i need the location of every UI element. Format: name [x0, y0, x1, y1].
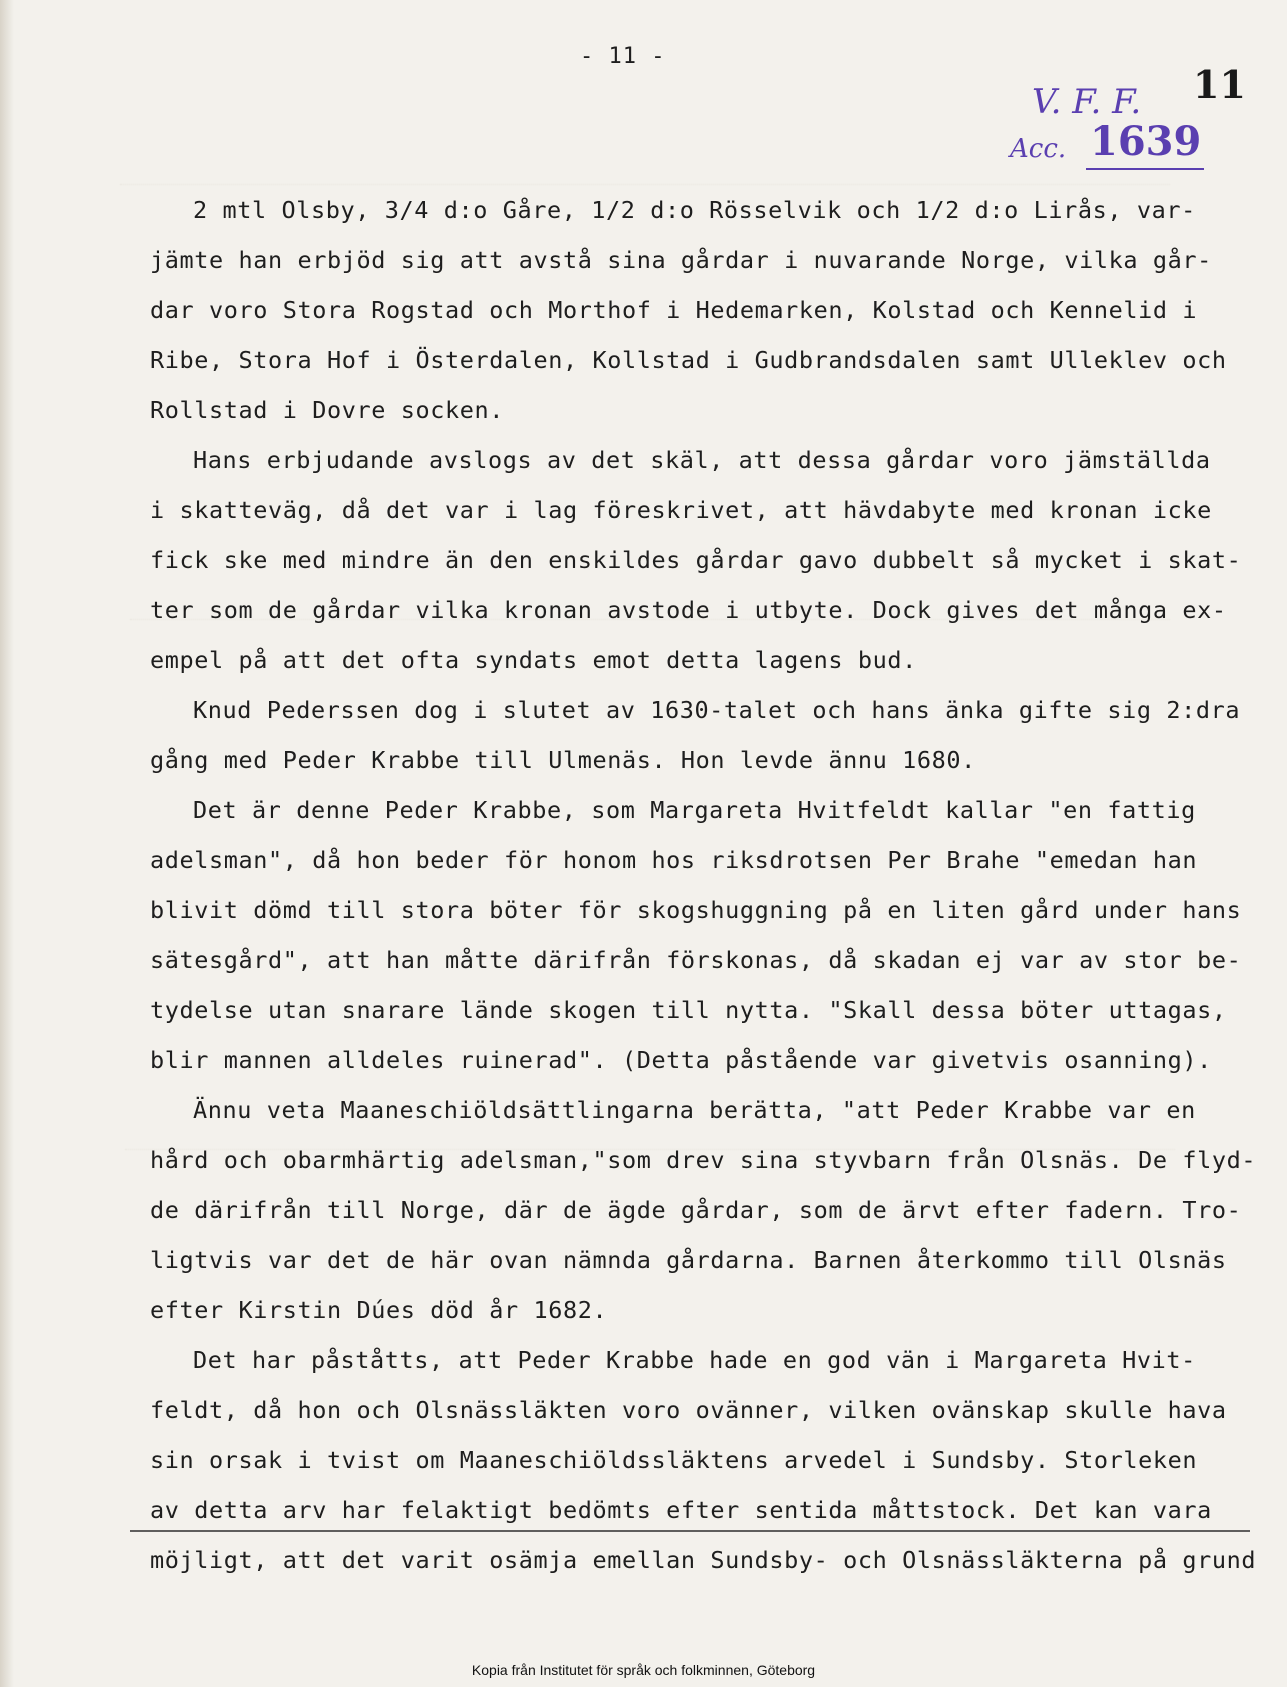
text-line: efter Kirstin Dúes död år 1682. [150, 1296, 608, 1324]
text-line: adelsman", då hon beder för honom hos riksdrotsen Per Brahe "emedan han [150, 846, 1198, 874]
text-line: ter som de gårdar vilka kronan avstode i utbyte. Dock gives det många ex- [150, 596, 1227, 624]
text-line: Ribe, Stora Hof i Österdalen, Kollstad i Gudbrandsdalen samt Ulleklev och [150, 346, 1227, 374]
text-line: de därifrån till Norge, där de ägde gårdar, som de ärvt efter fadern. Tro- [150, 1196, 1242, 1224]
text-line: i skatteväg, då det var i lag föreskrivet, att hävdabyte med kronan icke [150, 496, 1212, 524]
stamp-initials: V. F. F. [1032, 82, 1142, 122]
text-line: ligtvis var det de här ovan nämnda gårdarna. Barnen återkommo till Olsnäs [150, 1246, 1227, 1274]
text-line: möjligt, att det varit osämja emellan Sundsby- och Olsnässläkterna på grund [150, 1546, 1257, 1574]
text-line: blir mannen alldeles ruinerad". (Detta påstående var givetvis osanning). [150, 1046, 1212, 1074]
text-line: Hans erbjudande avslogs av det skäl, att dessa gårdar voro jämställda [193, 446, 1211, 474]
text-line: fick ske med mindre än den enskildes gårdar gavo dubbelt så mycket i skat- [150, 546, 1242, 574]
stamp-acc-label: Acc. [1010, 134, 1067, 164]
text-line: blivit dömd till stora böter för skogshuggning på en liten gård under hans [150, 896, 1242, 924]
text-line: sätesgård", att han måtte därifrån förskonas, då skadan ej var av stor be- [150, 946, 1242, 974]
text-line: Ännu veta Maaneschiöldsättlingarna berätta, "att Peder Krabbe var en [193, 1096, 1196, 1124]
text-line: Knud Pederssen dog i slutet av 1630-talet och hans änka gifte sig 2:dra [193, 696, 1241, 724]
text-line: empel på att det ofta syndats emot detta lagens bud. [150, 646, 917, 674]
stamp-acc-number: 1639 [1090, 118, 1202, 165]
text-line: dar voro Stora Rogstad och Morthof i Hedemarken, Kolstad och Kennelid i [150, 296, 1198, 324]
archive-footer: Kopia från Institutet för språk och folkminnen, Göteborg [471, 1662, 816, 1678]
bleed-through-mark [120, 160, 1170, 185]
text-line: Det är denne Peder Krabbe, som Margareta Hvitfeldt kallar "en fattig [193, 796, 1196, 824]
text-line: tydelse utan snarare lände skogen till nytta. "Skall dessa böter uttagas, [150, 996, 1227, 1024]
text-line: hård och obarmhärtig adelsman,"som drev sina styvbarn från Olsnäs. De flyd- [150, 1146, 1257, 1174]
text-line: sin orsak i tvist om Maaneschiöldssläktens arvedel i Sundsby. Storleken [150, 1446, 1198, 1474]
page-number: - 11 - [580, 44, 666, 69]
text-line: gång med Peder Krabbe till Ulmenäs. Hon levde ännu 1680. [150, 746, 976, 774]
corner-page-number: 11 [1193, 62, 1246, 107]
text-line: Rollstad i Dovre socken. [150, 396, 504, 424]
text-line: Det har påståtts, att Peder Krabbe hade en god vän i Margareta Hvit- [193, 1346, 1196, 1374]
bleed-through-rule [130, 1530, 1250, 1532]
text-line: 2 mtl Olsby, 3/4 d:o Gåre, 1/2 d:o Rösselvik och 1/2 d:o Lirås, var- [193, 196, 1196, 224]
page-edge-shadow [0, 0, 14, 1687]
text-line: av detta arv har felaktigt bedömts efter sentida måttstock. Det kan vara [150, 1496, 1212, 1524]
text-line: feldt, då hon och Olsnässläkten voro ovänner, vilken ovänskap skulle hava [150, 1396, 1227, 1424]
text-line: jämte han erbjöd sig att avstå sina gårdar i nuvarande Norge, vilka går- [150, 246, 1212, 274]
